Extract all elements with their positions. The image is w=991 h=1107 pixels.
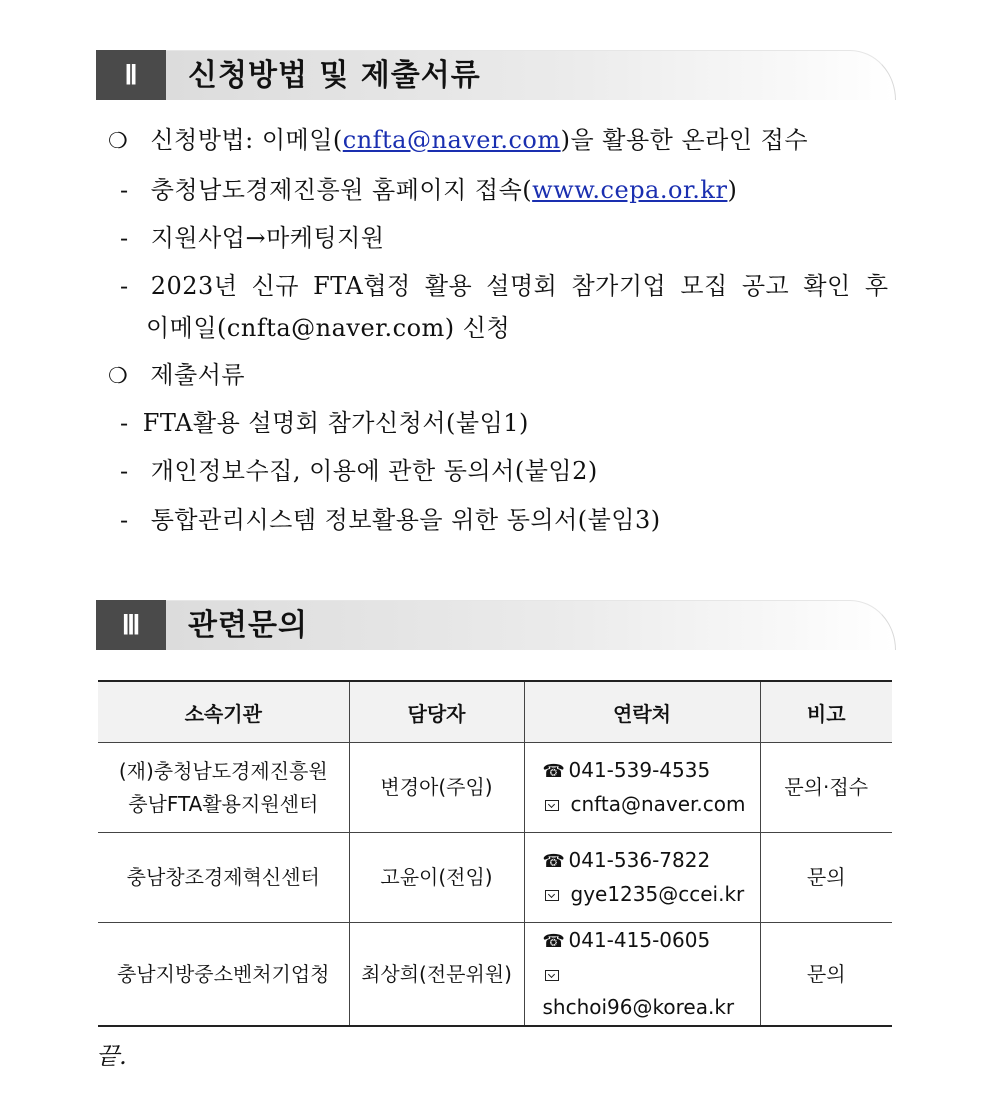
cepa-website-link[interactable]: www.cepa.or.kr	[532, 176, 728, 204]
email-address[interactable]: shchoi96@korea.kr	[542, 995, 735, 1019]
step-2-line	[120, 218, 385, 253]
contact-cell	[524, 743, 760, 833]
step-3-text-2: 이메일(cnfta@naver.com) 신청	[146, 314, 511, 342]
email-address[interactable]: gye1235@ccei.kr	[570, 882, 745, 906]
section-title: 신청방법 및 제출서류	[188, 58, 481, 93]
dash-bullet: -	[120, 224, 129, 252]
mail-icon	[545, 890, 559, 901]
header-person: 담당자	[349, 681, 524, 743]
doc-item-text: FTA활용 설명회 참가신청서(붙임1)	[142, 409, 529, 437]
org-name: 충남지방중소벤처기업청	[116, 961, 330, 986]
header-note: 비고	[760, 681, 892, 743]
step-1-text: 충청남도경제진흥원 홈페이지 접속(	[150, 176, 533, 204]
phone-number[interactable]: 041-415-0605	[568, 928, 711, 952]
phone-icon: ☎	[542, 761, 565, 782]
section-number: Ⅲ	[96, 600, 166, 650]
table-header-row	[98, 681, 892, 743]
phone-number[interactable]: 041-536-7822	[568, 848, 711, 872]
table-row	[98, 743, 892, 833]
org-cell	[98, 743, 349, 833]
table-row	[98, 833, 892, 923]
contact-table	[98, 680, 892, 1027]
doc-item	[120, 451, 598, 486]
method-line	[108, 120, 808, 155]
person-cell: 변경아(주임)	[349, 743, 524, 833]
doc-item-text: 통합관리시스템 정보활용을 위한 동의서(붙임3)	[150, 506, 661, 534]
section-title: 관련문의	[188, 608, 308, 643]
dash-bullet: -	[120, 457, 129, 485]
dash-bullet: -	[120, 506, 129, 534]
step-1-suffix: )	[727, 176, 738, 204]
dash-bullet: -	[120, 409, 129, 437]
step-3-text: 2023년 신규 FTA협정 활용 설명회 참가기업 모집 공고 확인 후	[150, 272, 889, 300]
end-mark: 끝.	[96, 1042, 127, 1070]
org-cell	[98, 923, 349, 1027]
doc-item	[120, 500, 661, 535]
mail-icon	[545, 970, 559, 981]
method-email-link[interactable]: cnfta@naver.com	[342, 126, 561, 154]
circle-bullet-icon: ❍	[108, 364, 129, 389]
table-row	[98, 923, 892, 1027]
contact-cell	[524, 833, 760, 923]
circle-bullet-icon: ❍	[108, 129, 129, 154]
mail-icon	[545, 800, 559, 811]
docs-line	[108, 355, 245, 390]
dash-bullet: -	[120, 272, 129, 300]
doc-item-text: 개인정보수집, 이용에 관한 동의서(붙임2)	[150, 457, 598, 485]
section-3-header	[96, 600, 896, 650]
org-name: (재)충청남도경제진흥원	[118, 758, 328, 783]
section-2-header	[96, 50, 896, 100]
header-contact: 연락처	[524, 681, 760, 743]
method-label: 신청방법: 이메일(	[150, 126, 343, 154]
note-cell: 문의	[760, 923, 892, 1027]
section-number: Ⅱ	[96, 50, 166, 100]
person-cell: 고윤이(전임)	[349, 833, 524, 923]
method-suffix: )을 활용한 온라인 접수	[560, 126, 809, 154]
doc-item	[120, 403, 529, 438]
header-org: 소속기관	[98, 681, 349, 743]
contact-cell	[524, 923, 760, 1027]
dash-bullet: -	[120, 176, 129, 204]
step-1-line	[120, 170, 737, 205]
docs-label: 제출서류	[150, 361, 246, 389]
person-cell: 최상희(전문위원)	[349, 923, 524, 1027]
org-name: 충남창조경제혁신센터	[126, 865, 320, 889]
org-cell	[98, 833, 349, 923]
step-3-line	[120, 266, 889, 301]
step-3-line-2	[146, 308, 510, 343]
note-cell: 문의·접수	[760, 743, 892, 833]
note-cell: 문의	[760, 833, 892, 923]
org-subname: 충남FTA활용지원센터	[128, 791, 319, 816]
phone-icon: ☎	[542, 931, 565, 952]
phone-icon: ☎	[542, 851, 565, 872]
step-2-text: 지원사업→마케팅지원	[150, 224, 385, 252]
email-address[interactable]: cnfta@naver.com	[570, 792, 746, 816]
phone-number[interactable]: 041-539-4535	[568, 758, 711, 782]
